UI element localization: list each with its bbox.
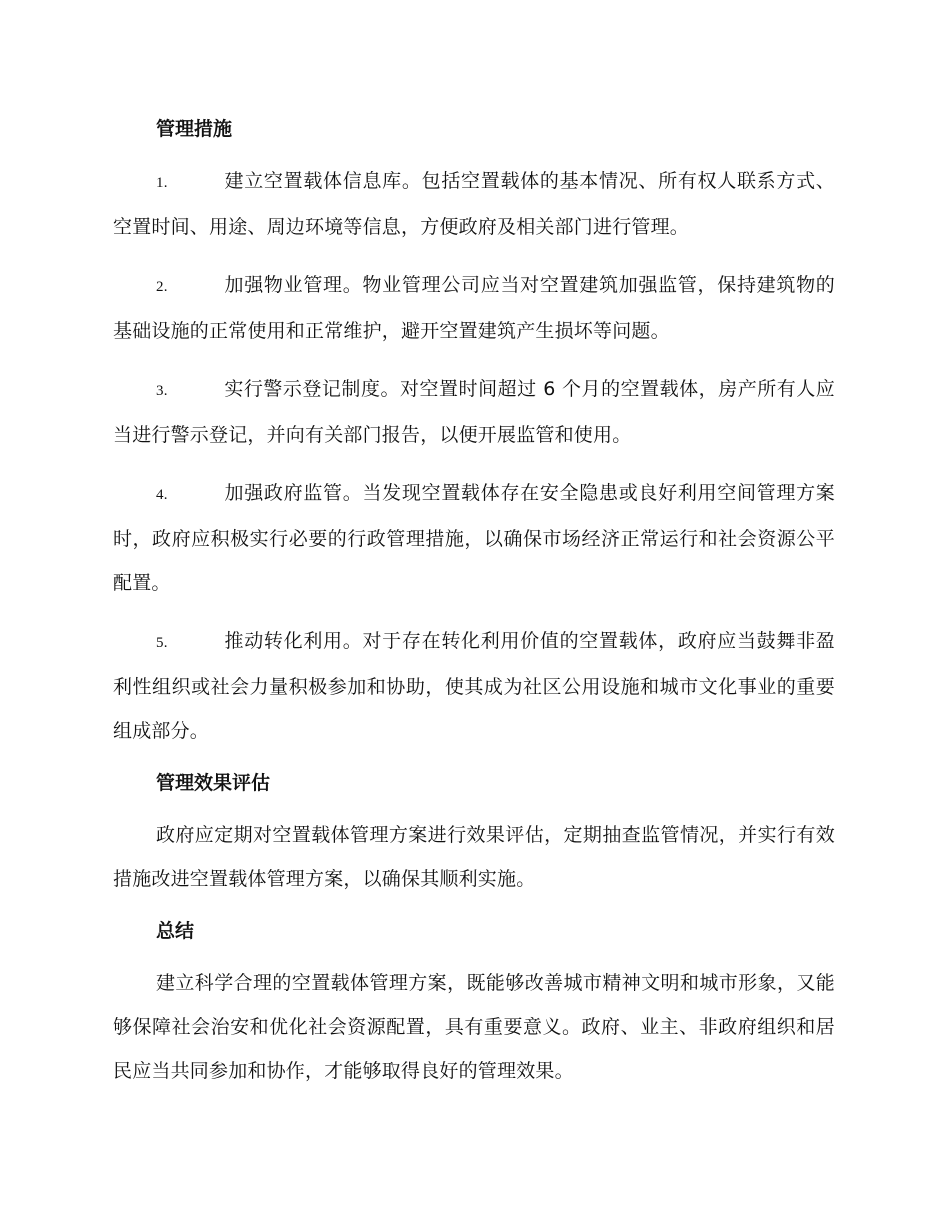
list-item-number: 1. <box>156 175 168 191</box>
list-item-number: 4. <box>156 487 168 503</box>
list-item <box>113 471 835 605</box>
list-item-number: 2. <box>156 279 168 295</box>
list-item-text: 建立空置载体信息库。包括空置载体的基本情况、所有权人联系方式、空置时间、用途、周边环境等信息，方便政府及相关部门进行管理。 <box>113 170 835 238</box>
list-item-number: 5. <box>156 635 168 651</box>
summary-paragraph: 建立科学合理的空置载体管理方案，既能够改善城市精神文明和城市形象，又能够保障社会治安和优化社会资源配置，具有重要意义。政府、业主、非政府组织和居民应当共同参加和协作，才能够取得良好的管理效果。 <box>113 972 835 1082</box>
list-item <box>113 619 835 753</box>
list-item <box>113 367 835 457</box>
section-heading-evaluation: 管理效果评估 <box>156 772 271 794</box>
evaluation-paragraph: 政府应定期对空置载体管理方案进行效果评估，定期抽查监管情况，并实行有效措施改进空置载体管理方案，以确保其顺利实施。 <box>113 824 835 890</box>
list-item-text: 推动转化利用。对于存在转化利用价值的空置载体，政府应当鼓舞非盈利性组织或社会力量积极参加和协助，使其成为社区公用设施和城市文化事业的重要组成部分。 <box>113 630 835 742</box>
list-item-text: 加强政府监管。当发现空置载体存在安全隐患或良好利用空间管理方案时，政府应积极实行必要的行政管理措施，以确保市场经济正常运行和社会资源公平配置。 <box>113 482 835 594</box>
list-item <box>113 159 835 249</box>
list-item-text: 实行警示登记制度。对空置时间超过 6 个月的空置载体，房产所有人应当进行警示登记，并向有关部门报告，以便开展监管和使用。 <box>113 378 835 446</box>
section-heading-measures: 管理措施 <box>156 118 233 140</box>
list-item-number: 3. <box>156 383 168 399</box>
document-body <box>113 113 835 1107</box>
section-heading-summary: 总结 <box>156 920 195 942</box>
list-item-text: 加强物业管理。物业管理公司应当对空置建筑加强监管，保持建筑物的基础设施的正常使用和正常维护，避开空置建筑产生损坏等问题。 <box>113 274 835 342</box>
list-item <box>113 263 835 353</box>
